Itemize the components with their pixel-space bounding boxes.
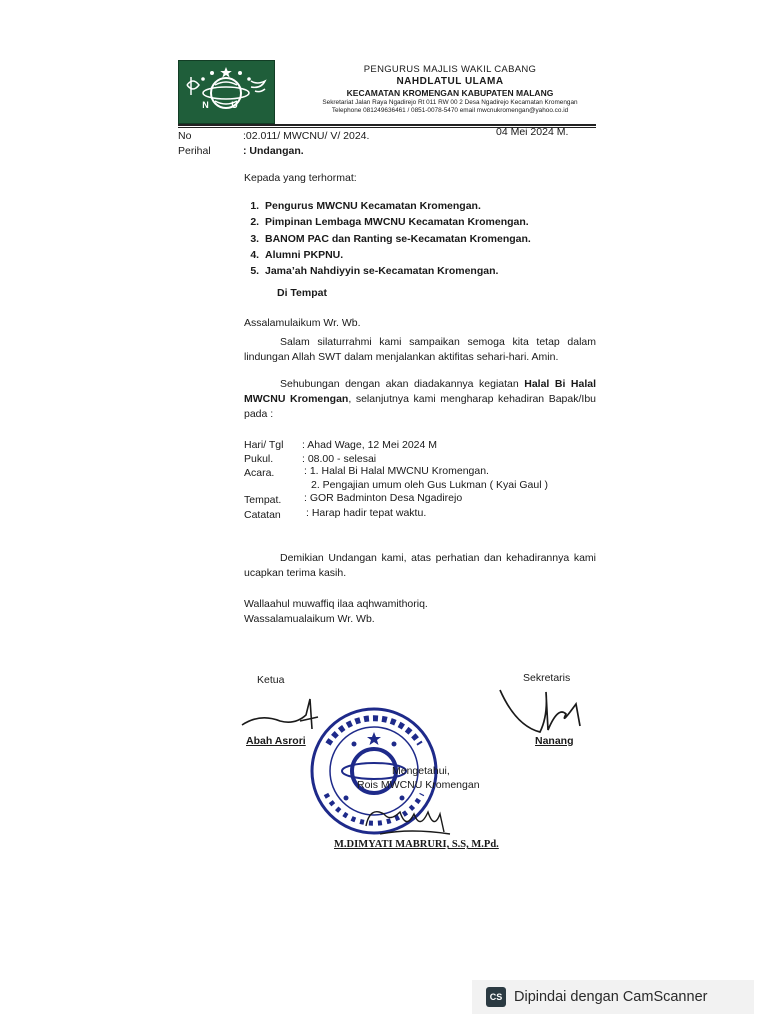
rois-name: M.DIMYATI MABRURI, S.S, M.Pd. — [334, 839, 499, 850]
perihal-value: : Undangan. — [243, 145, 304, 157]
letterhead-address: Sekretariat Jalan Raya Ngadirejo Rt 011 RW 00 2 Desa Ngadirejo Kecamatan Kromengan — [322, 99, 578, 106]
recipient-item: 2. Pimpinan Lembaga MWCNU Kecamatan Kromengan. — [262, 214, 602, 230]
acara-label: Acara. — [244, 467, 275, 479]
ketua-name: Abah Asrori — [246, 735, 306, 747]
salutation: Kepada yang terhormat: — [244, 172, 357, 184]
mengetahui-label: Mengetahui, — [392, 765, 450, 777]
perihal-label: Perihal — [178, 145, 211, 157]
sekretaris-signature-icon — [496, 686, 586, 738]
sekretaris-name: Nanang — [535, 735, 574, 747]
letterhead-line3: KECAMATAN KROMENGAN KABUPATEN MALANG — [346, 88, 554, 99]
letter-date: 04 Mei 2024 M. — [496, 126, 569, 138]
letterhead-contact: Telephone 081249636461 / 0851-0078-5470 email mwcnukromengan@yahoo.co.id — [331, 107, 569, 114]
recipient-item: 5. Jama’ah Nahdiyyin se-Kecamatan Kromengan. — [262, 263, 602, 279]
greeting: Assalamulaikum Wr. Wb. — [244, 317, 361, 329]
recipient-item: 1. Pengurus MWCNU Kecamatan Kromengan. — [262, 198, 602, 214]
no-value: :02.011/ MWCNU/ V/ 2024. — [243, 130, 370, 142]
tempat-label: Tempat. — [244, 494, 282, 506]
letterhead-line1: PENGURUS MAJLIS WAKIL CABANG — [363, 64, 537, 75]
acara-value-2: 2. Pengajian umum oleh Gus Lukman ( Kyai Gaul ) — [311, 479, 548, 491]
sekretaris-title: Sekretaris — [523, 672, 571, 684]
mengetahui-org: Rois MWCNU Kromengan — [357, 779, 480, 791]
di-tempat: Di Tempat — [277, 287, 327, 299]
no-label: No — [178, 130, 192, 142]
logo-letters: N U — [202, 100, 248, 110]
camscanner-icon: CS — [486, 987, 506, 1007]
pukul-label: Pukul. — [244, 453, 274, 465]
rois-signature-icon — [360, 800, 460, 840]
pukul-value: : 08.00 - selesai — [302, 453, 377, 465]
letterhead-line2: NAHDLATUL ULAMA — [396, 75, 504, 87]
nu-logo — [178, 60, 275, 124]
paragraph-2-event: Halal Bi Halal MWCNU Kromengan — [244, 378, 596, 406]
paragraph-1: Salam silaturrahmi kami sampaikan semoga kita tetap dalam lindungan Allah SWT dalam menjalankan aktifitas sehari-hari. Amin. — [244, 336, 596, 364]
recipient-list — [244, 198, 602, 279]
recipient-item: 4. Alumni PKPNU. — [262, 247, 602, 263]
recipient-item: 3. BANOM PAC dan Ranting se-Kecamatan Kromengan. — [262, 231, 602, 247]
hari-label: Hari/ Tgl — [244, 439, 284, 451]
catatan-label: Catatan — [244, 509, 281, 521]
camscanner-watermark — [472, 980, 754, 1014]
catatan-value: : Harap hadir tepat waktu. — [306, 507, 427, 519]
paragraph-2 — [244, 377, 596, 423]
paragraph-2-before: Sehubungan dengan akan diadakannya kegiatan — [280, 378, 525, 390]
closing-paragraph: Demikian Undangan kami, atas perhatian dan kehadirannya kami ucapkan terima kasih. — [244, 552, 596, 580]
paragraph-2-after: , selanjutnya kami mengharap kehadiran Bapak/Ibu pada : — [244, 393, 596, 421]
closing-salam: Wassalamualaikum Wr. Wb. — [244, 613, 375, 625]
nu-emblem-icon — [179, 61, 274, 123]
hari-value: : Ahad Wage, 12 Mei 2024 M — [302, 439, 438, 451]
tempat-value: : GOR Badminton Desa Ngadirejo — [304, 492, 463, 504]
closing-doa: Wallaahul muwaffiq ilaa aqhwamithoriq. — [244, 598, 428, 610]
acara-value-1: : 1. Halal Bi Halal MWCNU Kromengan. — [304, 465, 489, 477]
camscanner-text: Dipindai dengan CamScanner — [514, 989, 708, 1005]
ketua-title: Ketua — [257, 674, 285, 686]
letterhead-text — [300, 64, 600, 115]
